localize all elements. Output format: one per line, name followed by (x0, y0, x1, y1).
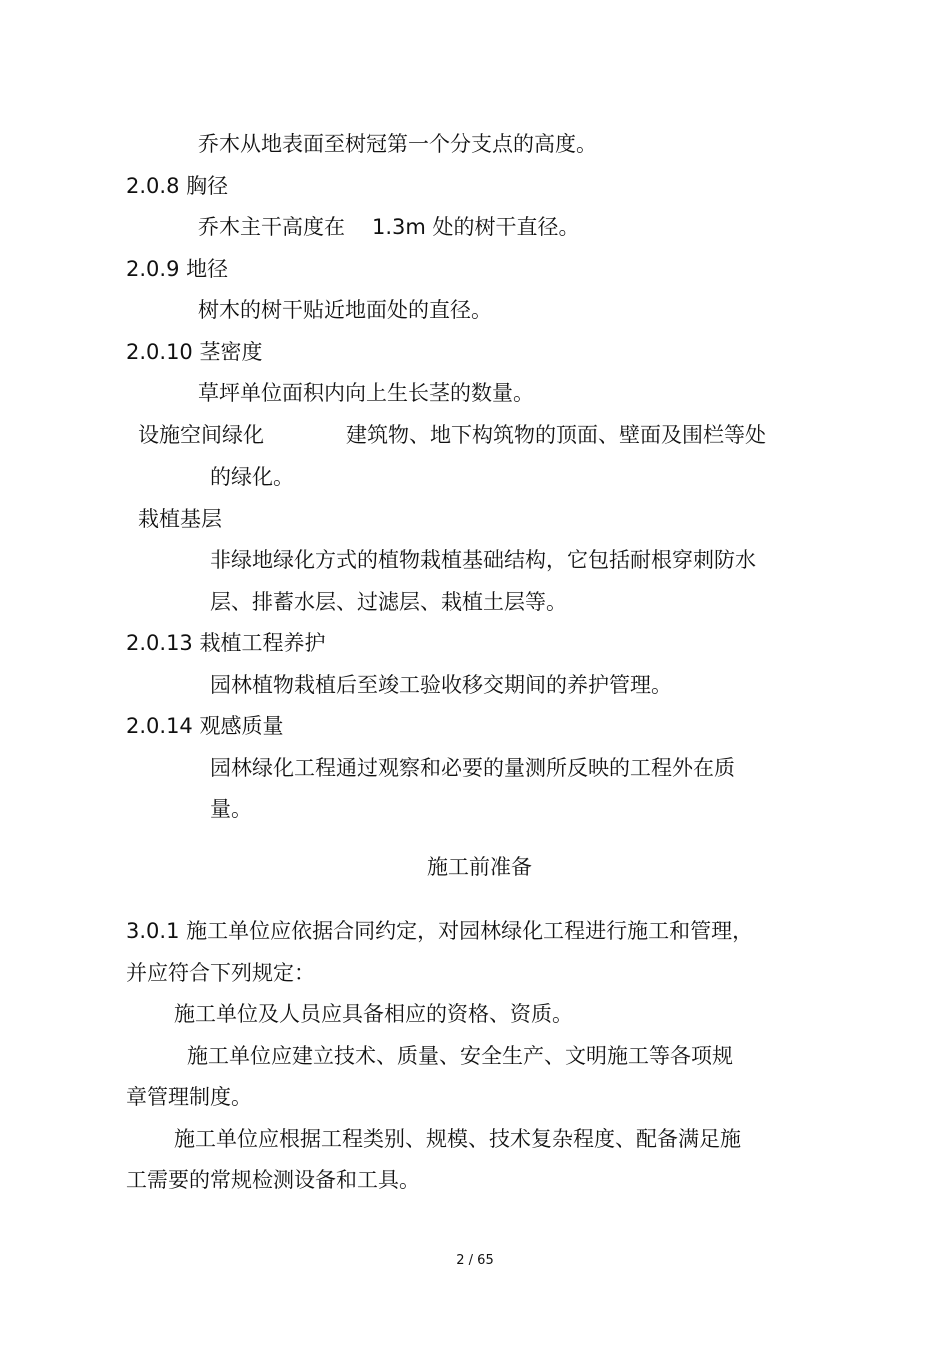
text-line: 工需要的常规检测设备和工具。 (126, 1168, 420, 1192)
term-heading: 2.0.10 茎密度 (126, 340, 263, 364)
text-line: 章管理制度。 (126, 1085, 252, 1109)
text-line: 非绿地绿化方式的植物栽植基础结构，它包括耐根穿刺防水 (210, 548, 756, 572)
text-line: 的绿化。 (210, 465, 294, 489)
term-heading: 2.0.8 胸径 (126, 174, 229, 198)
text-line: 草坪单位面积内向上生长茎的数量。 (198, 381, 534, 405)
term-heading: 设施空间绿化 (138, 423, 264, 447)
text-line: 乔木主干高度在 (198, 215, 345, 239)
text-line: 乔木从地表面至树冠第一个分支点的高度。 (198, 132, 597, 156)
term-heading: 2.0.14 观感质量 (126, 714, 284, 738)
text-line: 施工单位及人员应具备相应的资格、资质。 (174, 1002, 573, 1026)
text-line: 并应符合下列规定： (126, 961, 315, 985)
clause-line: 3.0.1 施工单位应依据合同约定，对园林绿化工程进行施工和管理， (126, 919, 754, 943)
section-title: 施工前准备 (427, 855, 532, 879)
text-line: 树木的树干贴近地面处的直径。 (198, 298, 492, 322)
text-line: 施工单位应根据工程类别、规模、技术复杂程度、配备满足施 (174, 1127, 741, 1151)
text-line: 施工单位应建立技术、质量、安全生产、文明施工等各项规 (187, 1044, 733, 1068)
text-line: 建筑物、地下构筑物的顶面、壁面及围栏等处 (346, 423, 766, 447)
text-line: 园林绿化工程通过观察和必要的量测所反映的工程外在质 (210, 756, 735, 780)
term-heading: 2.0.13 栽植工程养护 (126, 631, 326, 655)
text-line: 1.3m 处的树干直径。 (372, 215, 580, 239)
term-heading: 2.0.9 地径 (126, 257, 229, 281)
text-line: 园林植物栽植后至竣工验收移交期间的养护管理。 (210, 673, 672, 697)
text-line: 层、排蓄水层、过滤层、栽植土层等。 (210, 590, 567, 614)
page-number: 2 / 65 (456, 1253, 494, 1268)
term-heading: 栽植基层 (138, 507, 222, 531)
text-line: 量。 (210, 797, 252, 821)
